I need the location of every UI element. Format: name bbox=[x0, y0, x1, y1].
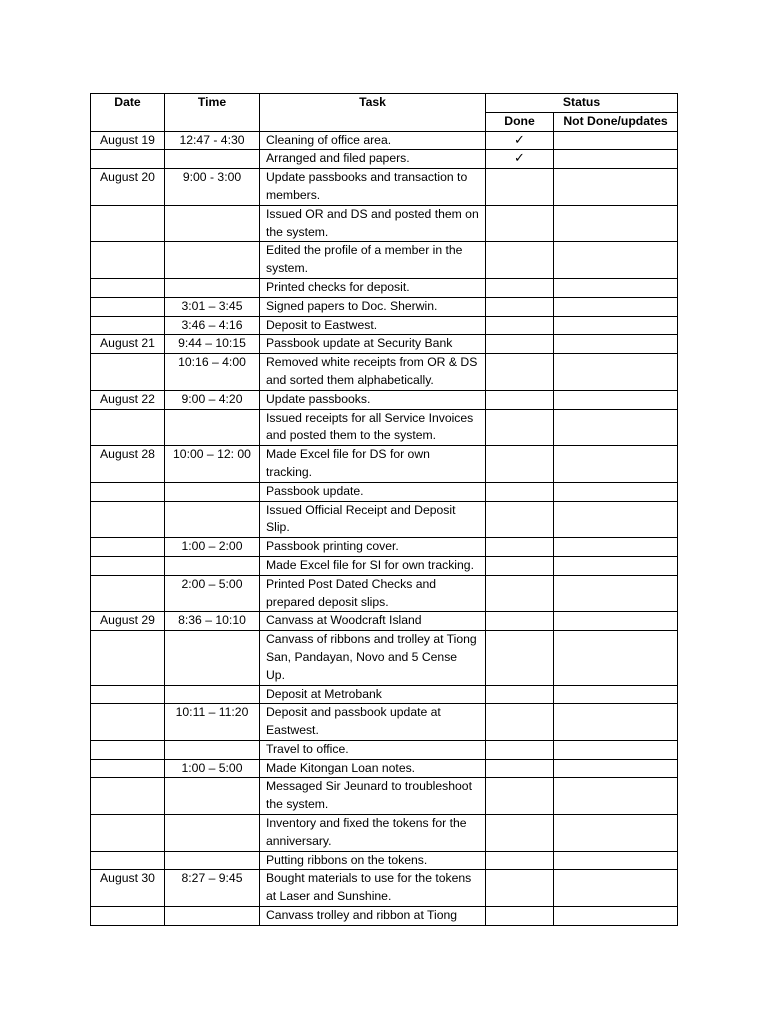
time-cell: 10:11 – 11:20 bbox=[165, 704, 260, 741]
time-cell: 1:00 – 5:00 bbox=[165, 759, 260, 778]
done-cell bbox=[486, 150, 554, 169]
header-task: Task bbox=[260, 94, 486, 132]
time-cell bbox=[165, 409, 260, 446]
time-cell bbox=[165, 685, 260, 704]
time-cell: 10:16 – 4:00 bbox=[165, 354, 260, 391]
task-cell: Passbook update at Security Bank bbox=[260, 335, 486, 354]
task-cell: Removed white receipts from OR & DS and sorted them alphabetically. bbox=[260, 354, 486, 391]
time-cell bbox=[165, 631, 260, 685]
table-row bbox=[91, 870, 678, 907]
time-cell: 12:47 - 4:30 bbox=[165, 131, 260, 150]
table-row bbox=[91, 335, 678, 354]
date-cell bbox=[91, 815, 165, 852]
time-cell bbox=[165, 556, 260, 575]
done-cell bbox=[486, 316, 554, 335]
task-cell: Issued OR and DS and posted them on the system. bbox=[260, 205, 486, 242]
time-cell bbox=[165, 242, 260, 279]
date-cell bbox=[91, 242, 165, 279]
table-row bbox=[91, 446, 678, 483]
table-row bbox=[91, 409, 678, 446]
date-cell bbox=[91, 538, 165, 557]
date-cell bbox=[91, 150, 165, 169]
date-cell: August 19 bbox=[91, 131, 165, 150]
table-row bbox=[91, 169, 678, 206]
date-cell bbox=[91, 740, 165, 759]
table-row bbox=[91, 501, 678, 538]
done-cell bbox=[486, 575, 554, 612]
header-date: Date bbox=[91, 94, 165, 132]
not-done-cell bbox=[554, 612, 678, 631]
task-cell: Issued receipts for all Service Invoices and posted them to the system. bbox=[260, 409, 486, 446]
done-cell bbox=[486, 740, 554, 759]
done-cell bbox=[486, 205, 554, 242]
not-done-cell bbox=[554, 390, 678, 409]
date-cell bbox=[91, 851, 165, 870]
done-cell bbox=[486, 851, 554, 870]
not-done-cell bbox=[554, 169, 678, 206]
table-row bbox=[91, 316, 678, 335]
task-cell: Messaged Sir Jeunard to troubleshoot the system. bbox=[260, 778, 486, 815]
task-cell: Made Kitongan Loan notes. bbox=[260, 759, 486, 778]
not-done-cell bbox=[554, 446, 678, 483]
header-done: Done bbox=[486, 112, 554, 131]
task-cell: Issued Official Receipt and Deposit Slip. bbox=[260, 501, 486, 538]
date-cell bbox=[91, 316, 165, 335]
table-body bbox=[91, 131, 678, 925]
date-cell bbox=[91, 278, 165, 297]
time-cell bbox=[165, 740, 260, 759]
task-cell: Edited the profile of a member in the system. bbox=[260, 242, 486, 279]
time-cell: 3:01 – 3:45 bbox=[165, 297, 260, 316]
not-done-cell bbox=[554, 685, 678, 704]
done-cell bbox=[486, 759, 554, 778]
done-cell bbox=[486, 297, 554, 316]
not-done-cell bbox=[554, 242, 678, 279]
not-done-cell bbox=[554, 278, 678, 297]
task-cell: Canvass at Woodcraft Island bbox=[260, 612, 486, 631]
table-row bbox=[91, 482, 678, 501]
done-cell bbox=[486, 685, 554, 704]
done-cell bbox=[486, 778, 554, 815]
table-row bbox=[91, 131, 678, 150]
done-cell bbox=[486, 907, 554, 926]
checkmark-icon: ✓ bbox=[514, 132, 525, 148]
not-done-cell bbox=[554, 631, 678, 685]
date-cell: August 20 bbox=[91, 169, 165, 206]
task-cell: Made Excel file for DS for own tracking. bbox=[260, 446, 486, 483]
task-cell: Canvass trolley and ribbon at Tiong bbox=[260, 907, 486, 926]
done-cell bbox=[486, 870, 554, 907]
table-row bbox=[91, 740, 678, 759]
time-cell bbox=[165, 205, 260, 242]
date-cell bbox=[91, 205, 165, 242]
date-cell bbox=[91, 501, 165, 538]
time-cell: 9:00 – 4:20 bbox=[165, 390, 260, 409]
task-cell: Deposit at Metrobank bbox=[260, 685, 486, 704]
date-cell bbox=[91, 685, 165, 704]
done-cell bbox=[486, 556, 554, 575]
header-not-done: Not Done/updates bbox=[554, 112, 678, 131]
time-cell bbox=[165, 907, 260, 926]
header-row bbox=[91, 94, 678, 113]
time-cell: 9:44 – 10:15 bbox=[165, 335, 260, 354]
table-header bbox=[91, 94, 678, 132]
time-cell: 9:00 - 3:00 bbox=[165, 169, 260, 206]
time-cell bbox=[165, 501, 260, 538]
date-cell bbox=[91, 631, 165, 685]
task-cell: Signed papers to Doc. Sherwin. bbox=[260, 297, 486, 316]
not-done-cell bbox=[554, 907, 678, 926]
done-cell bbox=[486, 538, 554, 557]
done-cell bbox=[486, 631, 554, 685]
not-done-cell bbox=[554, 778, 678, 815]
table-row bbox=[91, 556, 678, 575]
done-cell bbox=[486, 354, 554, 391]
date-cell bbox=[91, 575, 165, 612]
time-cell: 8:27 – 9:45 bbox=[165, 870, 260, 907]
not-done-cell bbox=[554, 335, 678, 354]
done-cell bbox=[486, 482, 554, 501]
task-log-table bbox=[90, 93, 678, 926]
table-row bbox=[91, 851, 678, 870]
date-cell bbox=[91, 778, 165, 815]
done-cell bbox=[486, 169, 554, 206]
done-cell bbox=[486, 335, 554, 354]
task-cell: Printed checks for deposit. bbox=[260, 278, 486, 297]
task-cell: Update passbooks and transaction to members. bbox=[260, 169, 486, 206]
done-cell bbox=[486, 242, 554, 279]
not-done-cell bbox=[554, 815, 678, 852]
time-cell bbox=[165, 778, 260, 815]
table-row bbox=[91, 150, 678, 169]
header-time: Time bbox=[165, 94, 260, 132]
date-cell bbox=[91, 556, 165, 575]
done-cell bbox=[486, 446, 554, 483]
date-cell: August 28 bbox=[91, 446, 165, 483]
not-done-cell bbox=[554, 409, 678, 446]
task-cell: Putting ribbons on the tokens. bbox=[260, 851, 486, 870]
not-done-cell bbox=[554, 482, 678, 501]
date-cell bbox=[91, 907, 165, 926]
not-done-cell bbox=[554, 556, 678, 575]
table-row bbox=[91, 907, 678, 926]
table-row bbox=[91, 205, 678, 242]
task-cell: Deposit to Eastwest. bbox=[260, 316, 486, 335]
date-cell bbox=[91, 354, 165, 391]
not-done-cell bbox=[554, 870, 678, 907]
time-cell: 3:46 – 4:16 bbox=[165, 316, 260, 335]
not-done-cell bbox=[554, 538, 678, 557]
not-done-cell bbox=[554, 297, 678, 316]
task-cell: Bought materials to use for the tokens at Laser and Sunshine. bbox=[260, 870, 486, 907]
time-cell: 2:00 – 5:00 bbox=[165, 575, 260, 612]
time-cell bbox=[165, 815, 260, 852]
date-cell: August 22 bbox=[91, 390, 165, 409]
not-done-cell bbox=[554, 501, 678, 538]
task-cell: Deposit and passbook update at Eastwest. bbox=[260, 704, 486, 741]
task-cell: Printed Post Dated Checks and prepared deposit slips. bbox=[260, 575, 486, 612]
table-row bbox=[91, 631, 678, 685]
date-cell bbox=[91, 482, 165, 501]
task-cell: Inventory and fixed the tokens for the anniversary. bbox=[260, 815, 486, 852]
time-cell bbox=[165, 150, 260, 169]
table-row bbox=[91, 778, 678, 815]
time-cell: 10:00 – 12: 00 bbox=[165, 446, 260, 483]
task-cell: Arranged and filed papers. bbox=[260, 150, 486, 169]
task-cell: Passbook printing cover. bbox=[260, 538, 486, 557]
table-row bbox=[91, 354, 678, 391]
table-row bbox=[91, 612, 678, 631]
table-row bbox=[91, 390, 678, 409]
table-row bbox=[91, 685, 678, 704]
done-cell bbox=[486, 612, 554, 631]
not-done-cell bbox=[554, 704, 678, 741]
task-cell: Travel to office. bbox=[260, 740, 486, 759]
not-done-cell bbox=[554, 354, 678, 391]
done-cell bbox=[486, 131, 554, 150]
task-cell: Passbook update. bbox=[260, 482, 486, 501]
done-cell bbox=[486, 815, 554, 852]
not-done-cell bbox=[554, 759, 678, 778]
date-cell bbox=[91, 704, 165, 741]
not-done-cell bbox=[554, 575, 678, 612]
task-cell: Made Excel file for SI for own tracking. bbox=[260, 556, 486, 575]
time-cell: 1:00 – 2:00 bbox=[165, 538, 260, 557]
date-cell: August 30 bbox=[91, 870, 165, 907]
done-cell bbox=[486, 704, 554, 741]
date-cell: August 29 bbox=[91, 612, 165, 631]
table-row bbox=[91, 538, 678, 557]
header-status: Status bbox=[486, 94, 678, 113]
table-row bbox=[91, 278, 678, 297]
table-row bbox=[91, 575, 678, 612]
table-row bbox=[91, 297, 678, 316]
time-cell: 8:36 – 10:10 bbox=[165, 612, 260, 631]
not-done-cell bbox=[554, 131, 678, 150]
task-cell: Cleaning of office area. bbox=[260, 131, 486, 150]
not-done-cell bbox=[554, 316, 678, 335]
done-cell bbox=[486, 501, 554, 538]
time-cell bbox=[165, 851, 260, 870]
done-cell bbox=[486, 390, 554, 409]
table-row bbox=[91, 759, 678, 778]
not-done-cell bbox=[554, 740, 678, 759]
done-cell bbox=[486, 409, 554, 446]
time-cell bbox=[165, 278, 260, 297]
task-cell: Update passbooks. bbox=[260, 390, 486, 409]
not-done-cell bbox=[554, 851, 678, 870]
table-row bbox=[91, 815, 678, 852]
date-cell bbox=[91, 409, 165, 446]
table-row bbox=[91, 704, 678, 741]
date-cell bbox=[91, 297, 165, 316]
task-cell: Canvass of ribbons and trolley at Tiong San, Pandayan, Novo and 5 Cense Up. bbox=[260, 631, 486, 685]
date-cell: August 21 bbox=[91, 335, 165, 354]
checkmark-icon: ✓ bbox=[514, 151, 525, 167]
time-cell bbox=[165, 482, 260, 501]
not-done-cell bbox=[554, 150, 678, 169]
table-row bbox=[91, 242, 678, 279]
date-cell bbox=[91, 759, 165, 778]
done-cell bbox=[486, 278, 554, 297]
not-done-cell bbox=[554, 205, 678, 242]
